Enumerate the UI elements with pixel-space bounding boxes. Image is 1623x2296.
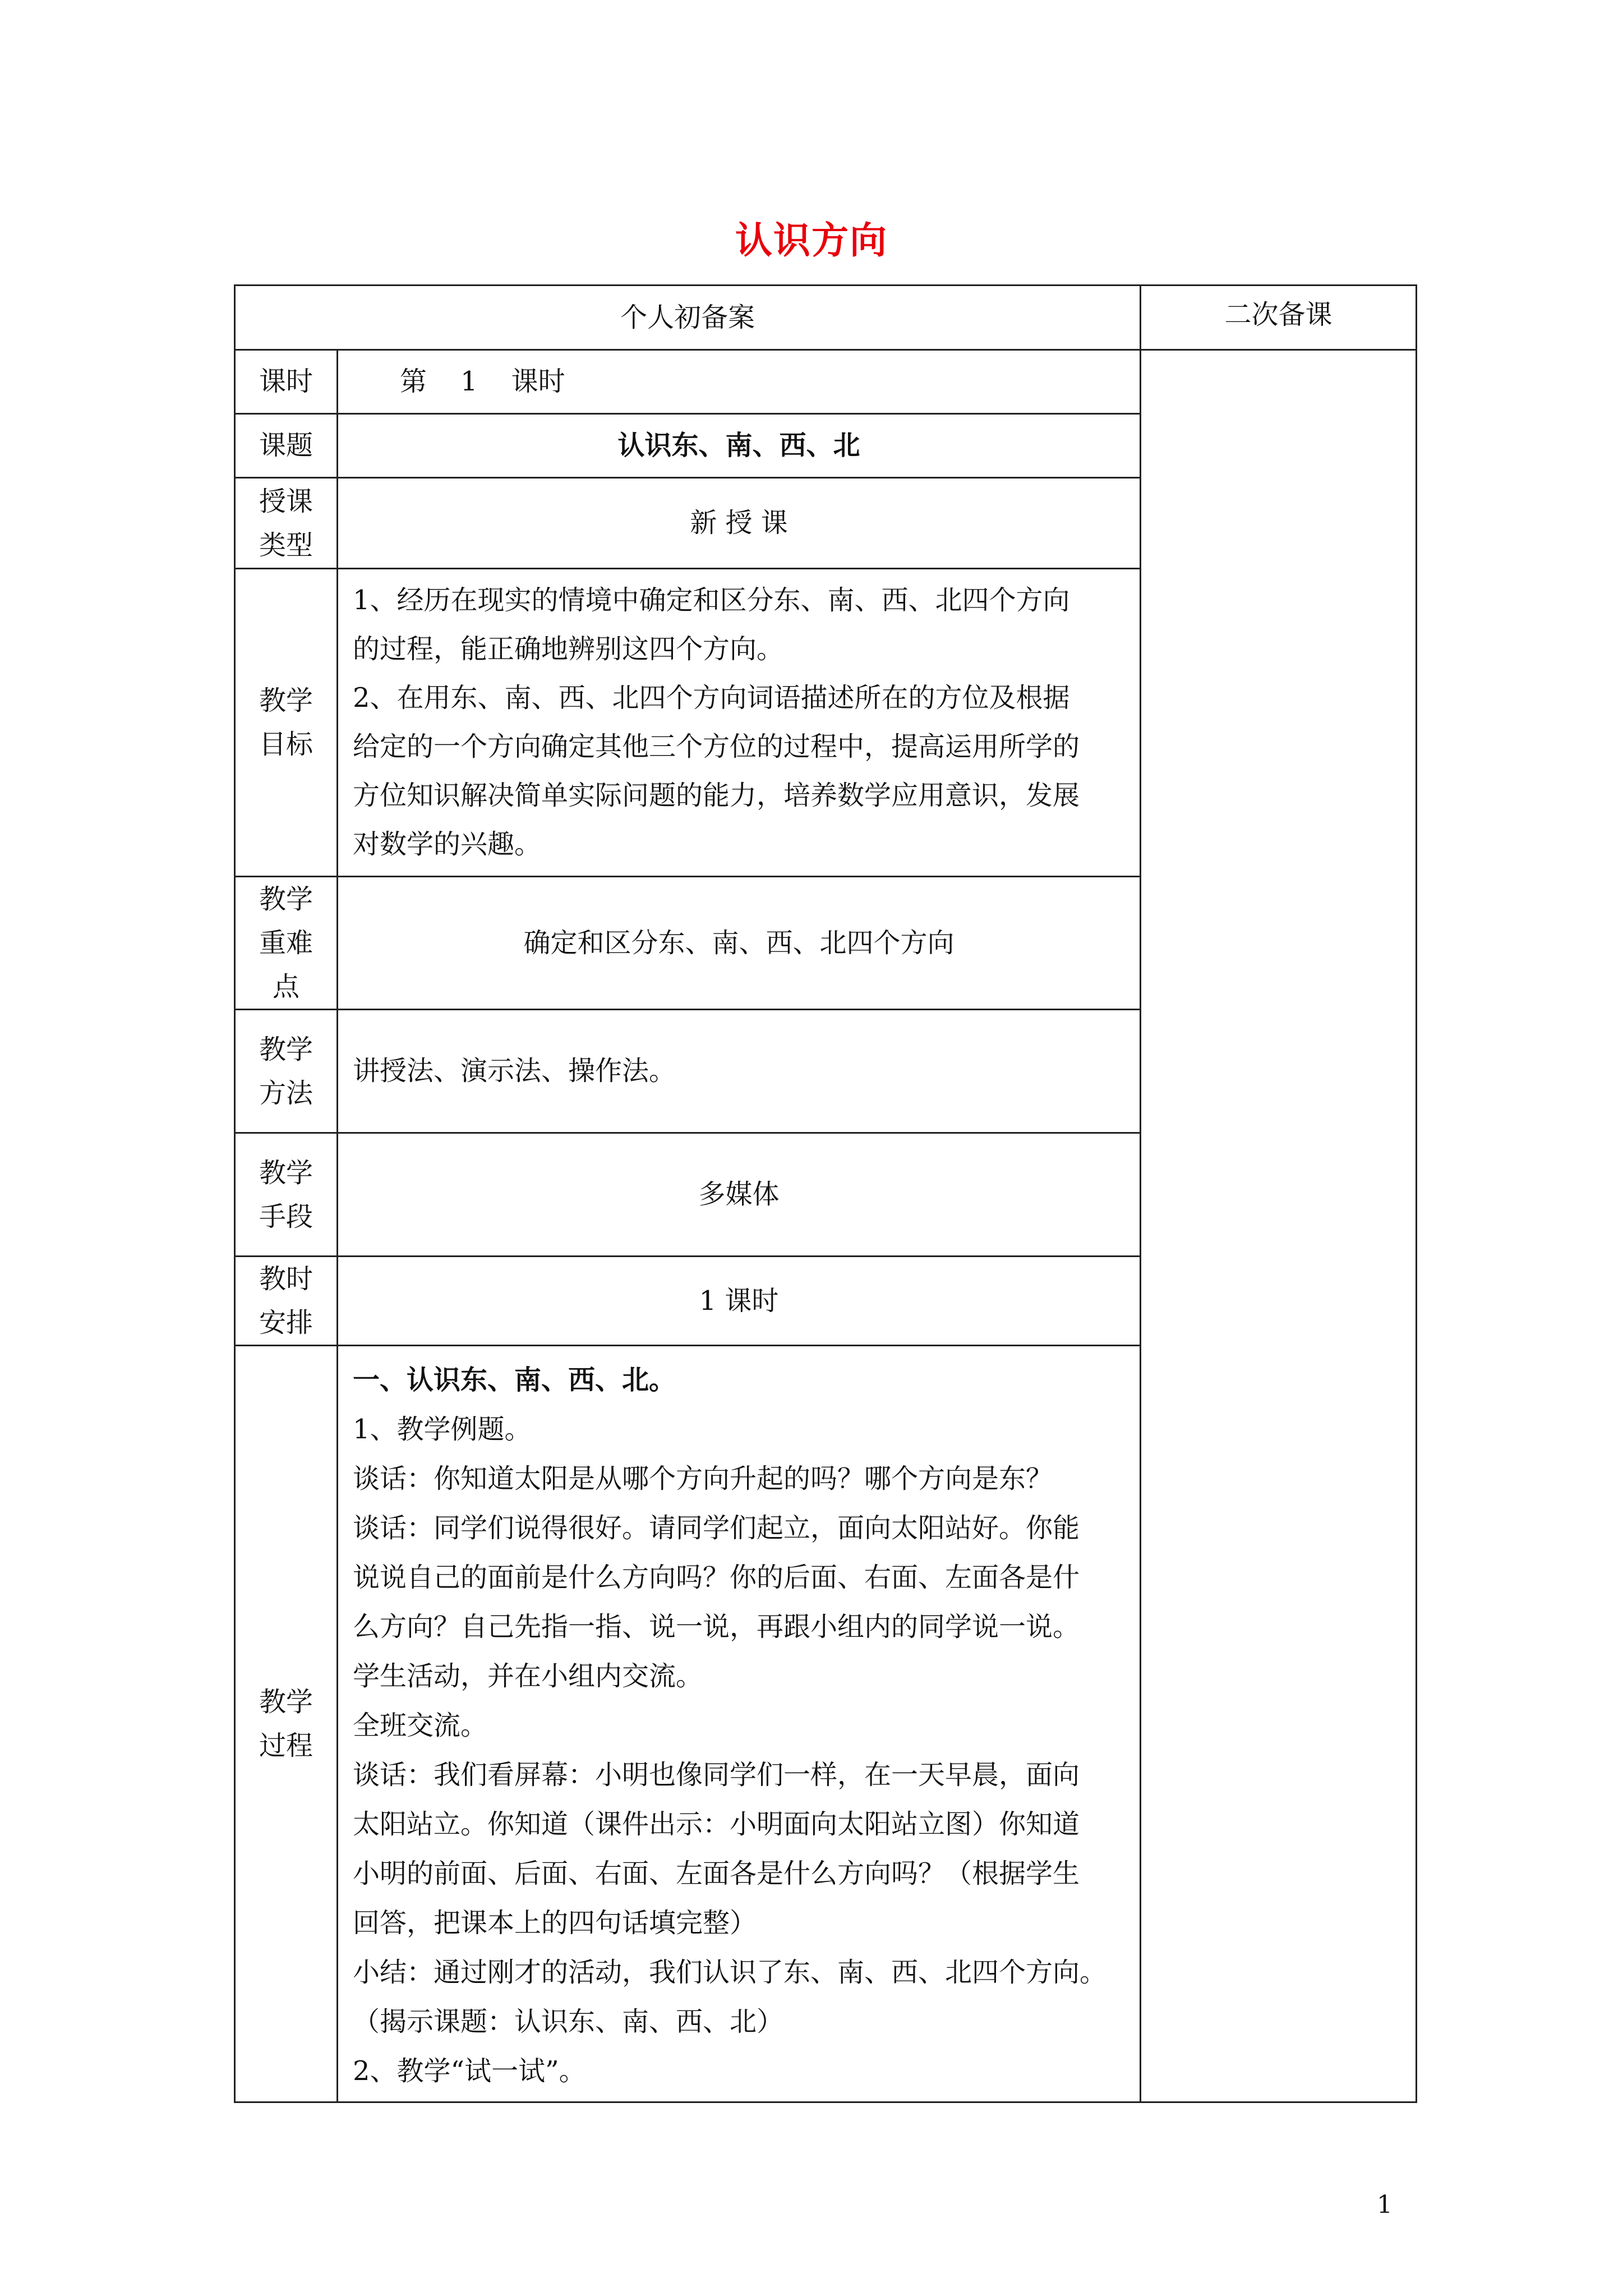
value-method: 讲授法、演示法、操作法。: [338, 1010, 1141, 1133]
period-suffix: 课时: [511, 366, 565, 397]
label-schedule: 教时 安排: [235, 1257, 338, 1346]
value-topic: 认识东、南、西、北: [338, 414, 1141, 478]
process-line: 谈话：你知道太阳是从哪个方向升起的吗？哪个方向是东？: [353, 1463, 1053, 1494]
header-second-plan: 二次备课: [1141, 286, 1417, 350]
lesson-plan-table: [234, 284, 1417, 2103]
process-heading: 一、认识东、南、西、北。: [353, 1364, 676, 1396]
label-process: 教学 过程: [235, 1346, 338, 2102]
objective-line: 给定的一个方向确定其他三个方位的过程中，提高运用所学的: [353, 731, 1080, 762]
row-period: [235, 350, 1417, 414]
value-means: 多媒体: [338, 1133, 1141, 1257]
second-plan-column: [1141, 350, 1417, 2102]
objective-line: 方位知识解决简单实际问题的能力，培养数学应用意识，发展: [353, 780, 1080, 811]
label-period: 课时: [235, 350, 338, 414]
process-line: 全班交流。: [353, 1710, 488, 1741]
value-process: [338, 1346, 1141, 2102]
page-number: 1: [1377, 2191, 1393, 2219]
header-row: [235, 286, 1417, 350]
label-method: 教学 方法: [235, 1010, 338, 1133]
process-line: 小结：通过刚才的活动，我们认识了东、南、西、北四个方向。: [353, 1957, 1107, 1988]
objective-line: 对数学的兴趣。: [353, 829, 542, 860]
header-individual-plan: 个人初备案: [235, 286, 1141, 350]
label-topic: 课题: [235, 414, 338, 478]
label-keypoints: 教学 重难 点: [235, 877, 338, 1010]
objective-line: 1、经历在现实的情境中确定和区分东、南、西、北四个方向: [353, 585, 1070, 616]
value-schedule: 1 课时: [338, 1257, 1141, 1346]
value-type: 新 授 课: [338, 478, 1141, 569]
label-means: 教学 手段: [235, 1133, 338, 1257]
label-objectives: 教学 目标: [235, 569, 338, 877]
process-line: （揭示课题：认识东、南、西、北）: [353, 2006, 784, 2037]
process-line: 说说自己的面前是什么方向吗？你的后面、右面、左面各是什: [353, 1562, 1080, 1593]
objective-line: 2、在用东、南、西、北四个方向词语描述所在的方位及根据: [353, 682, 1070, 714]
value-objectives: [338, 569, 1141, 877]
process-line: 谈话：我们看屏幕：小明也像同学们一样，在一天早晨，面向: [353, 1759, 1080, 1791]
process-line: 太阳站立。你知道（课件出示：小明面向太阳站立图）你知道: [353, 1809, 1080, 1840]
process-line: 小明的前面、后面、右面、左面各是什么方向吗？（根据学生: [353, 1858, 1080, 1889]
label-type: 授课 类型: [235, 478, 338, 569]
period-prefix: 第: [400, 366, 427, 397]
process-line: 谈话：同学们说得很好。请同学们起立，面向太阳站好。你能: [353, 1512, 1080, 1544]
process-line: 1、教学例题。: [353, 1414, 532, 1445]
value-period: [338, 350, 1141, 414]
process-line: 学生活动，并在小组内交流。: [353, 1660, 703, 1692]
period-number: 1: [460, 366, 478, 397]
process-line: 2、教学“试一试”。: [353, 2055, 586, 2087]
process-line: 么方向？自己先指一指、说一说，再跟小组内的同学说一说。: [353, 1611, 1080, 1642]
objective-line: 的过程，能正确地辨别这四个方向。: [353, 633, 784, 665]
value-keypoints: 确定和区分东、南、西、北四个方向: [338, 877, 1141, 1010]
process-line: 回答，把课本上的四句话填完整）: [353, 1907, 757, 1939]
document-title: 认识方向: [735, 218, 888, 262]
